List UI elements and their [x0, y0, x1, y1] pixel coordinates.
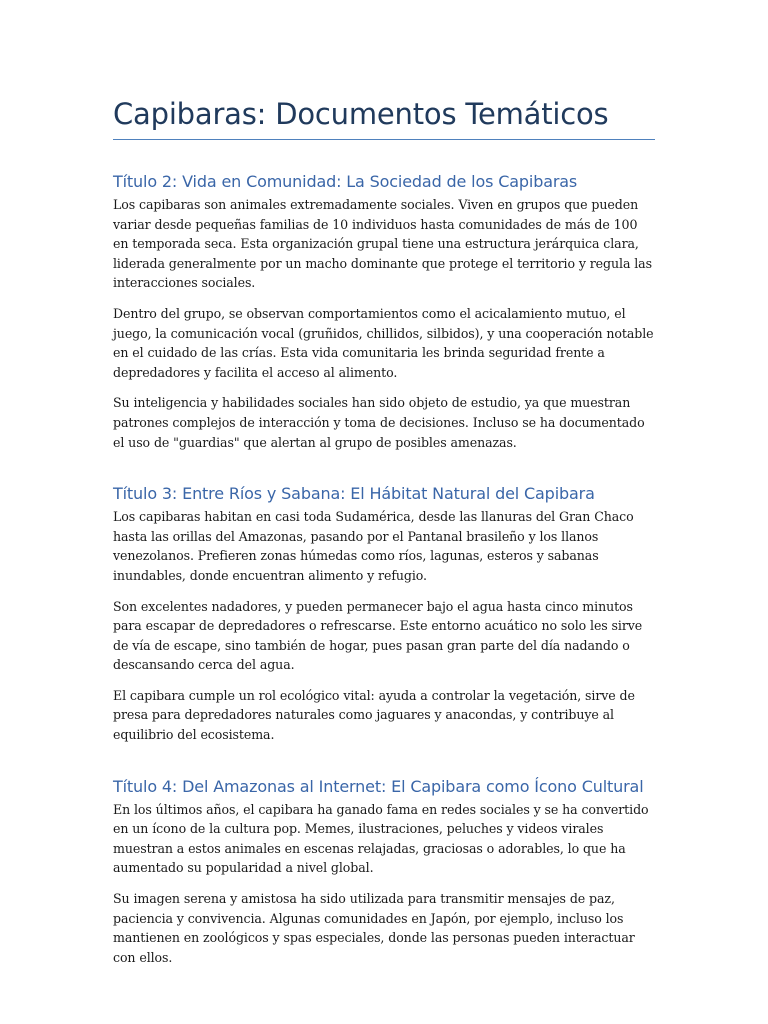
paragraph: Su inteligencia y habilidades sociales han sido objeto de estudio, ya que muestran patrones complejos de interacción y toma de decisiones. Incluso se ha documentado el uso de "guardias" que alertan al grupo de posibles amenazas. [113, 395, 645, 450]
document-page [113, 88, 655, 978]
paragraph: Los capibaras habitan en casi toda Sudamérica, desde las llanuras del Gran Chaco hasta las orillas del Amazonas, pasando por el Pantanal brasileño y los llanos venezolanos. Prefieren zonas húmedas como ríos, lagunas, esteros y sabanas inundables, donde encuentran alimento y refugio. [113, 509, 634, 583]
section-icono-cultural [113, 775, 655, 968]
paragraph: Su imagen serena y amistosa ha sido utilizada para transmitir mensajes de paz, paciencia y convivencia. Algunas comunidades en Japón, por ejemplo, incluso los mantienen en zoológicos y spas especiales, donde las personas pueden interactuar con ellos. [113, 891, 635, 965]
paragraph: En los últimos años, el capibara ha ganado fama en redes sociales y se ha convertido en un ícono de la cultura pop. Memes, ilustraciones, peluches y videos virales muestran a estos animales en escenas relajadas, graciosas o adorables, lo que ha aumentado su popularidad a nivel global. [113, 801, 649, 876]
section-heading: Título 3: Entre Ríos y Sabana: El Hábitat Natural del Capibara [113, 484, 595, 504]
section-habitat-natural [113, 482, 655, 745]
document-title: Capibaras: Documentos Temáticos [113, 97, 609, 131]
paragraph: Dentro del grupo, se observan comportamientos como el acicalamiento mutuo, el juego, la comunicación vocal (gruñidos, chillidos, silbidos), y una cooperación notable en el cuidado de las crías. Esta vida comunitaria les brinda seguridad frente a depredadores y facilita el acceso al alimento. [113, 305, 654, 380]
section-heading: Título 4: Del Amazonas al Internet: El Capibara como Ícono Cultural [113, 776, 644, 796]
paragraph: El capibara cumple un rol ecológico vital: ayuda a controlar la vegetación, sirve de presa para depredadores naturales como jaguares y anacondas, y contribuye al equilibrio del ecosistema. [113, 687, 635, 743]
section-vida-en-comunidad [113, 170, 655, 452]
paragraph: Son excelentes nadadores, y pueden permanecer bajo el agua hasta cinco minutos para escapar de depredadores o refrescarse. Este entorno acuático no solo les sirve de vía de escape, sino también de hogar, pues pasan gran parte del día nadando o descansando cerca del agua. [113, 598, 643, 673]
paragraph: Los capibaras son animales extremadamente sociales. Viven en grupos que pueden variar desde pequeñas familias de 10 individuos hasta comunidades de más de 100 en temporada seca. Esta organización grupal tiene una estructura jerárquica clara, liderada generalmente por un macho dominante que protege el territorio y regula las interacciones sociales. [113, 197, 652, 291]
section-heading: Título 2: Vida en Comunidad: La Sociedad de los Capibaras [113, 172, 578, 191]
